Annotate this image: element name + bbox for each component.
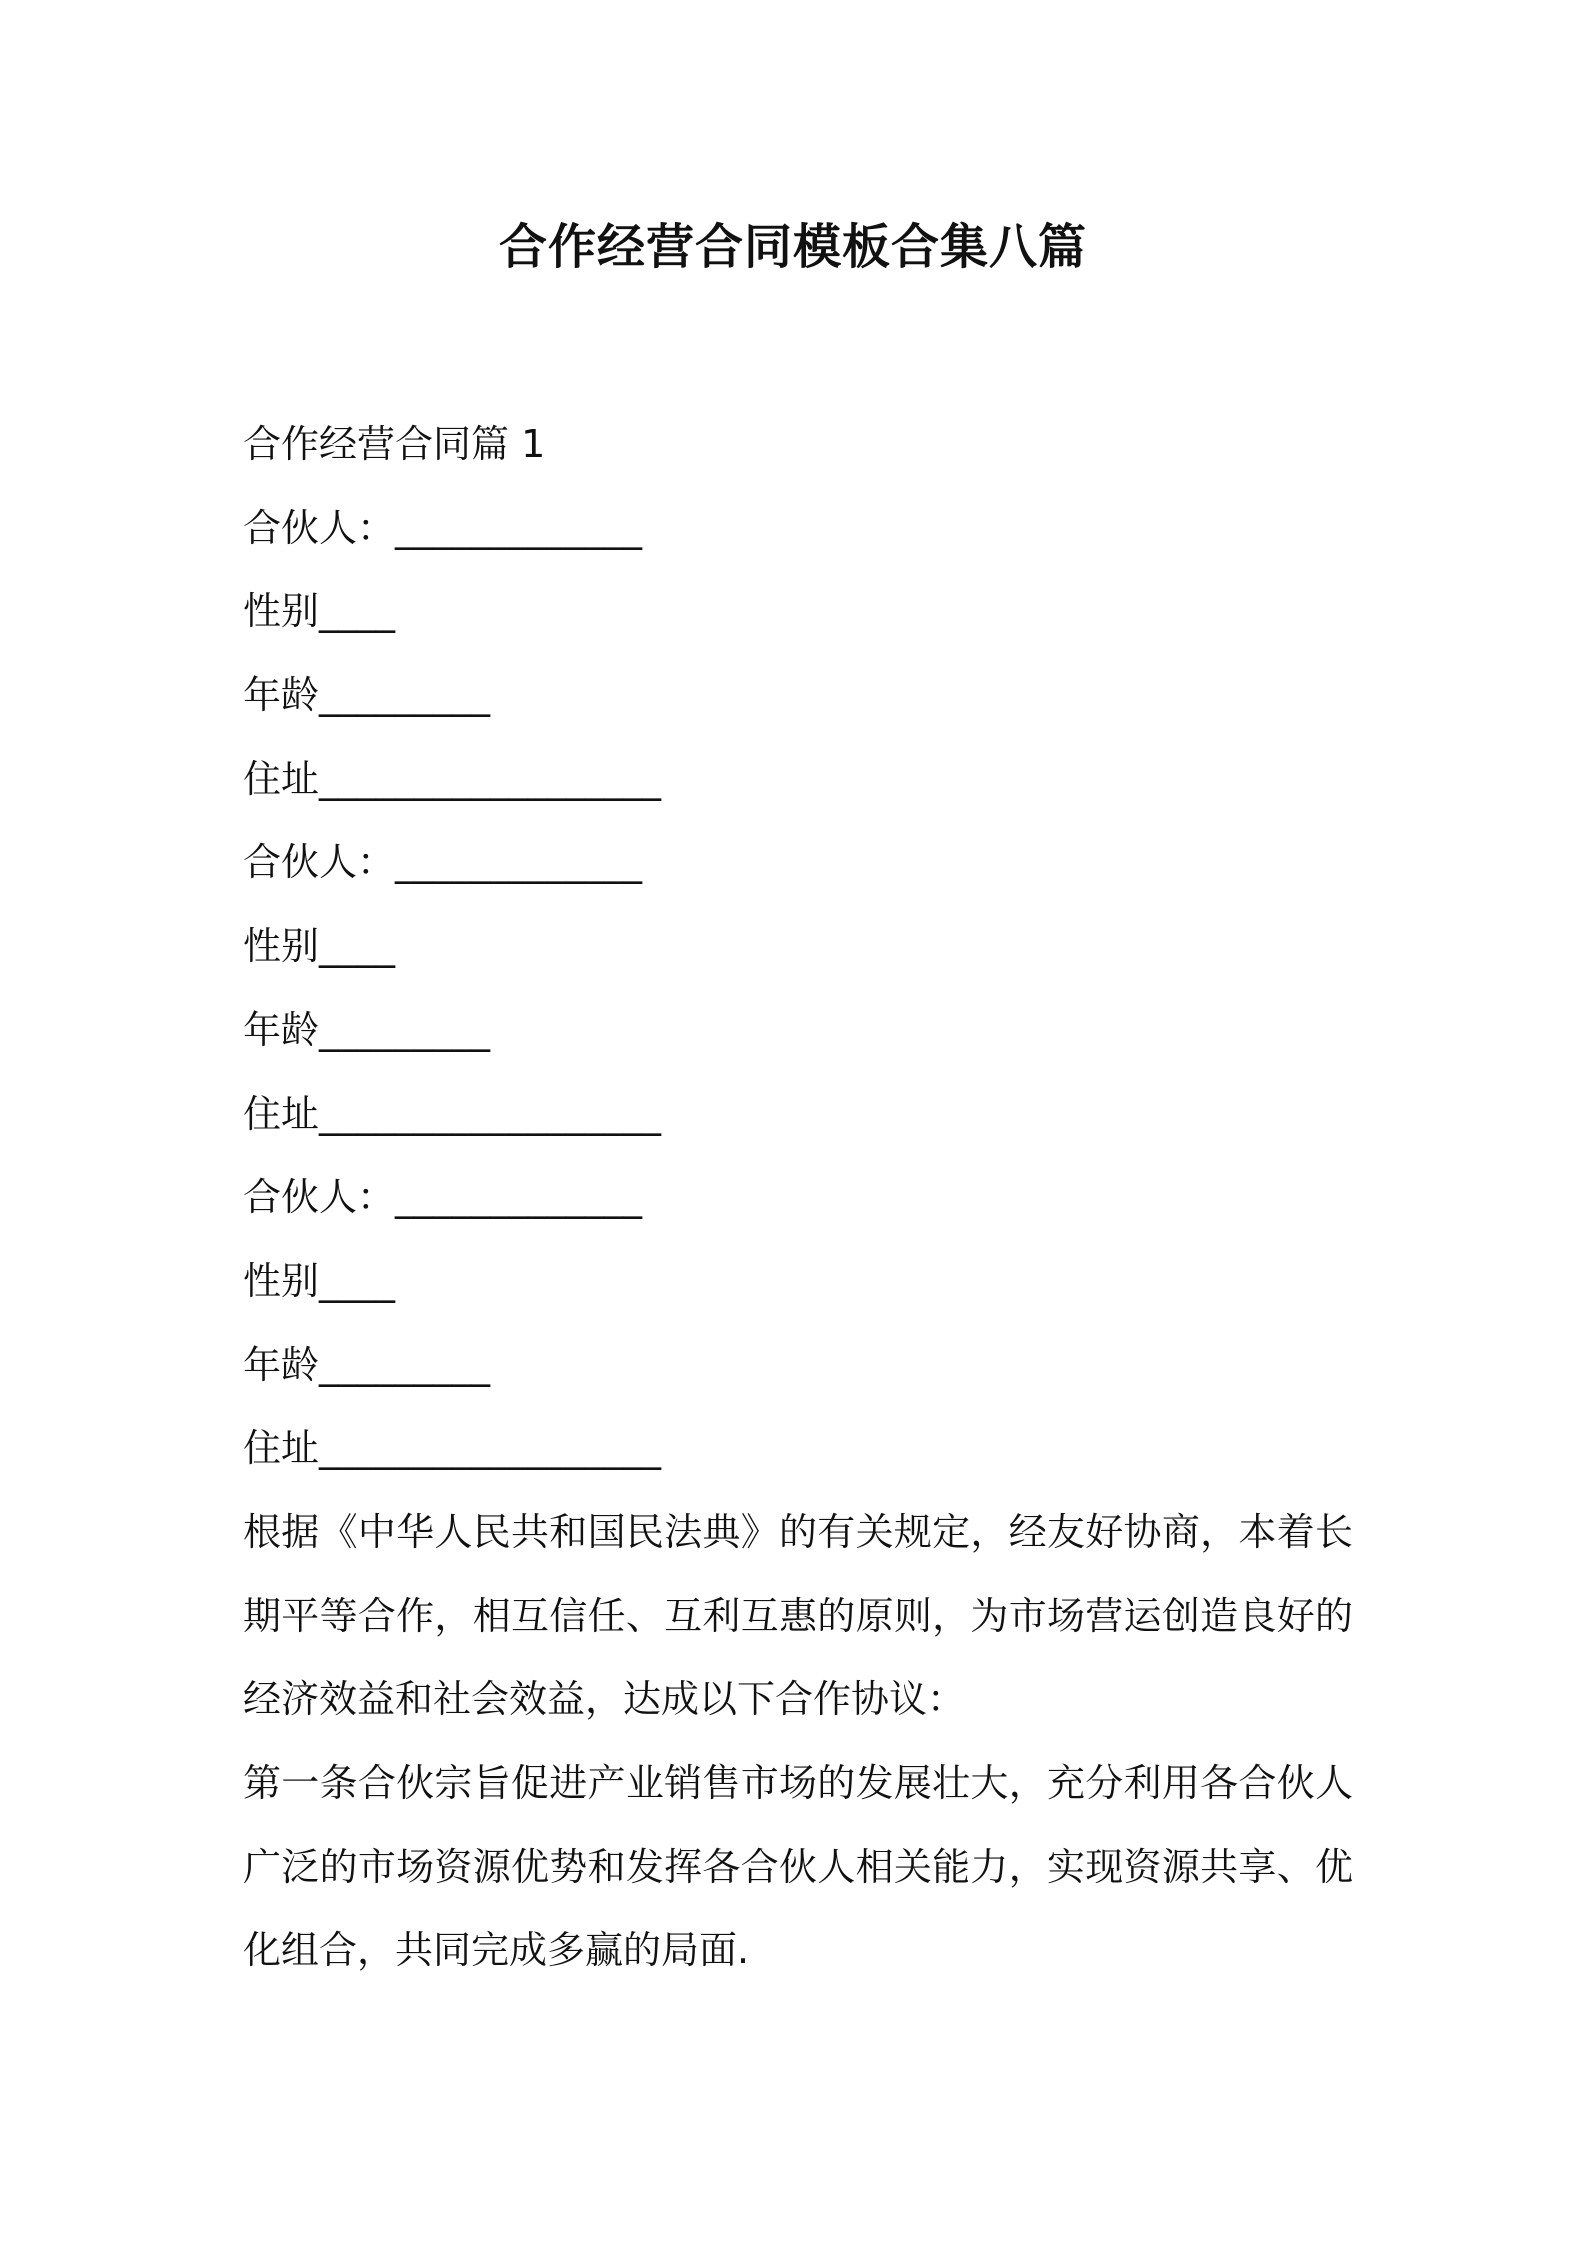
partner-field: 合伙人：_____________ — [243, 1175, 643, 1220]
document-body — [243, 403, 1353, 1993]
gender-field: 性别____ — [243, 589, 396, 634]
gender-field: 性别____ — [243, 924, 396, 969]
age-field: 年龄_________ — [243, 1342, 491, 1387]
address-field: 住址__________________ — [243, 1091, 662, 1136]
section-heading: 合作经营合同篇 1 — [243, 422, 546, 466]
address-field: 住址__________________ — [243, 756, 662, 801]
gender-field: 性别____ — [243, 1258, 396, 1303]
document-title: 合作经营合同模板合集八篇 — [498, 219, 1087, 275]
partner-field: 合伙人：_____________ — [243, 505, 643, 550]
age-field: 年龄_________ — [243, 1007, 491, 1052]
partner-field: 合伙人：_____________ — [243, 840, 643, 885]
address-field: 住址__________________ — [243, 1426, 662, 1471]
article-one-paragraph: 第一条合伙宗旨促进产业销售市场的发展壮大，充分利用各合伙人广泛的市场资源优势和发挥各合伙人相关能力，实现资源共享、优化组合，共同完成多赢的局面. — [243, 1761, 1353, 1973]
preamble-paragraph: 根据《中华人民共和国民法典》的有关规定，经友好协商，本着长期平等合作，相互信任、互利互惠的原则，为市场营运创造良好的经济效益和社会效益，达成以下合作协议： — [243, 1509, 1353, 1722]
age-field: 年龄_________ — [243, 673, 491, 718]
